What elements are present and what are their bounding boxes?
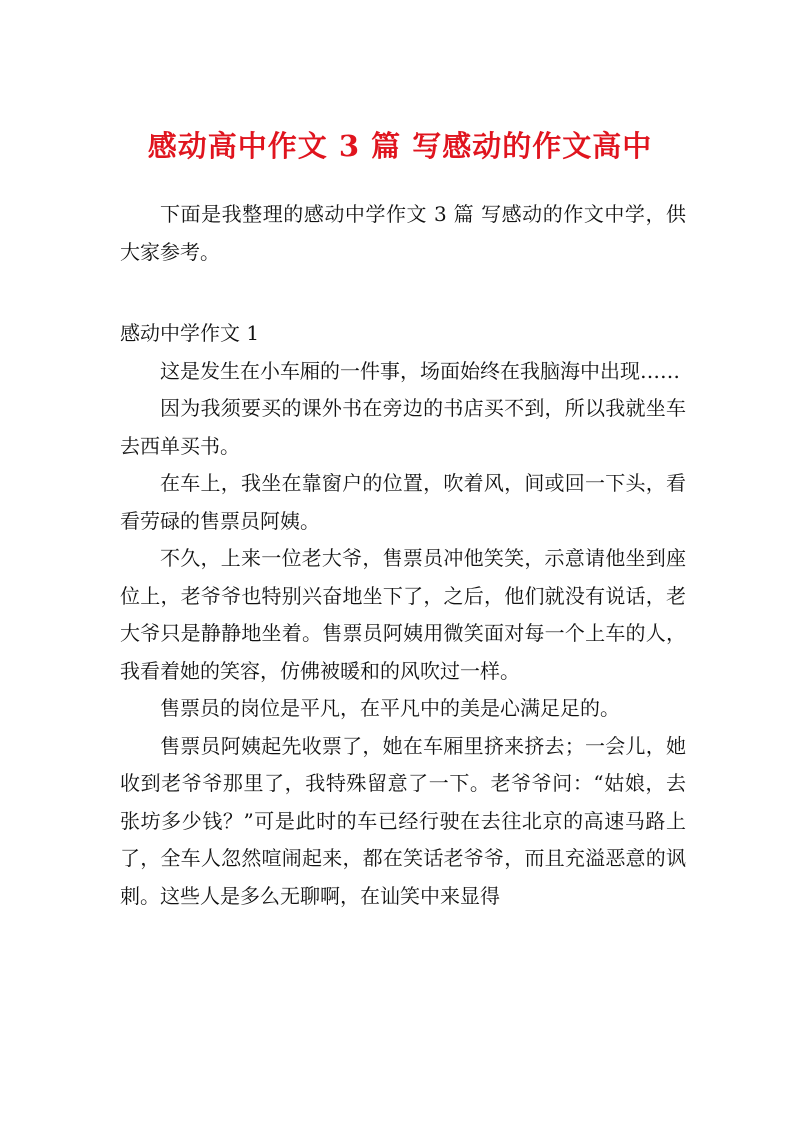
section-heading: 感动中学作文 1	[120, 321, 260, 345]
document-body	[120, 196, 686, 915]
body-paragraph: 这是发生在小车厢的一件事，场面始终在我脑海中出现……	[160, 358, 680, 383]
body-paragraph: 在车上，我坐在靠窗户的位置，吹着风，间或回一下头，看看劳碌的售票员阿姨。	[120, 471, 686, 533]
body-paragraph: 不久，上来一位老大爷，售票员冲他笑笑，示意请他坐到座位上，老爷爷也特别兴奋地坐下了，之后，他们就没有说话，老大爷只是静静地坐着。售票员阿姨用微笑面对每一个上车的人，我看着她的笑容，仿佛被暖和的风吹过一样。	[120, 546, 686, 683]
body-paragraph: 售票员阿姨起先收票了，她在车厢里挤来挤去；一会儿，她收到老爷爷那里了，我特殊留意了一下。老爷爷问：“姑娘，去张坊多少钱？”可是此时的车已经行驶在去往北京的高速马路上了，全车人忽然喧闹起来，都在笑话老爷爷，而且充溢恶意的讽刺。这些人是多么无聊啊，在讪笑中来显得	[120, 733, 686, 908]
body-paragraph: 售票员的岗位是平凡，在平凡中的美是心满足足的。	[160, 696, 620, 720]
document-title: 感动高中作文 3 篇 写感动的作文高中	[147, 129, 653, 163]
body-paragraph: 因为我须要买的课外书在旁边的书店买不到，所以我就坐车去西单买书。	[120, 396, 686, 458]
intro-paragraph: 下面是我整理的感动中学作文 3 篇 写感动的作文中学，供大家参考。	[120, 202, 686, 264]
